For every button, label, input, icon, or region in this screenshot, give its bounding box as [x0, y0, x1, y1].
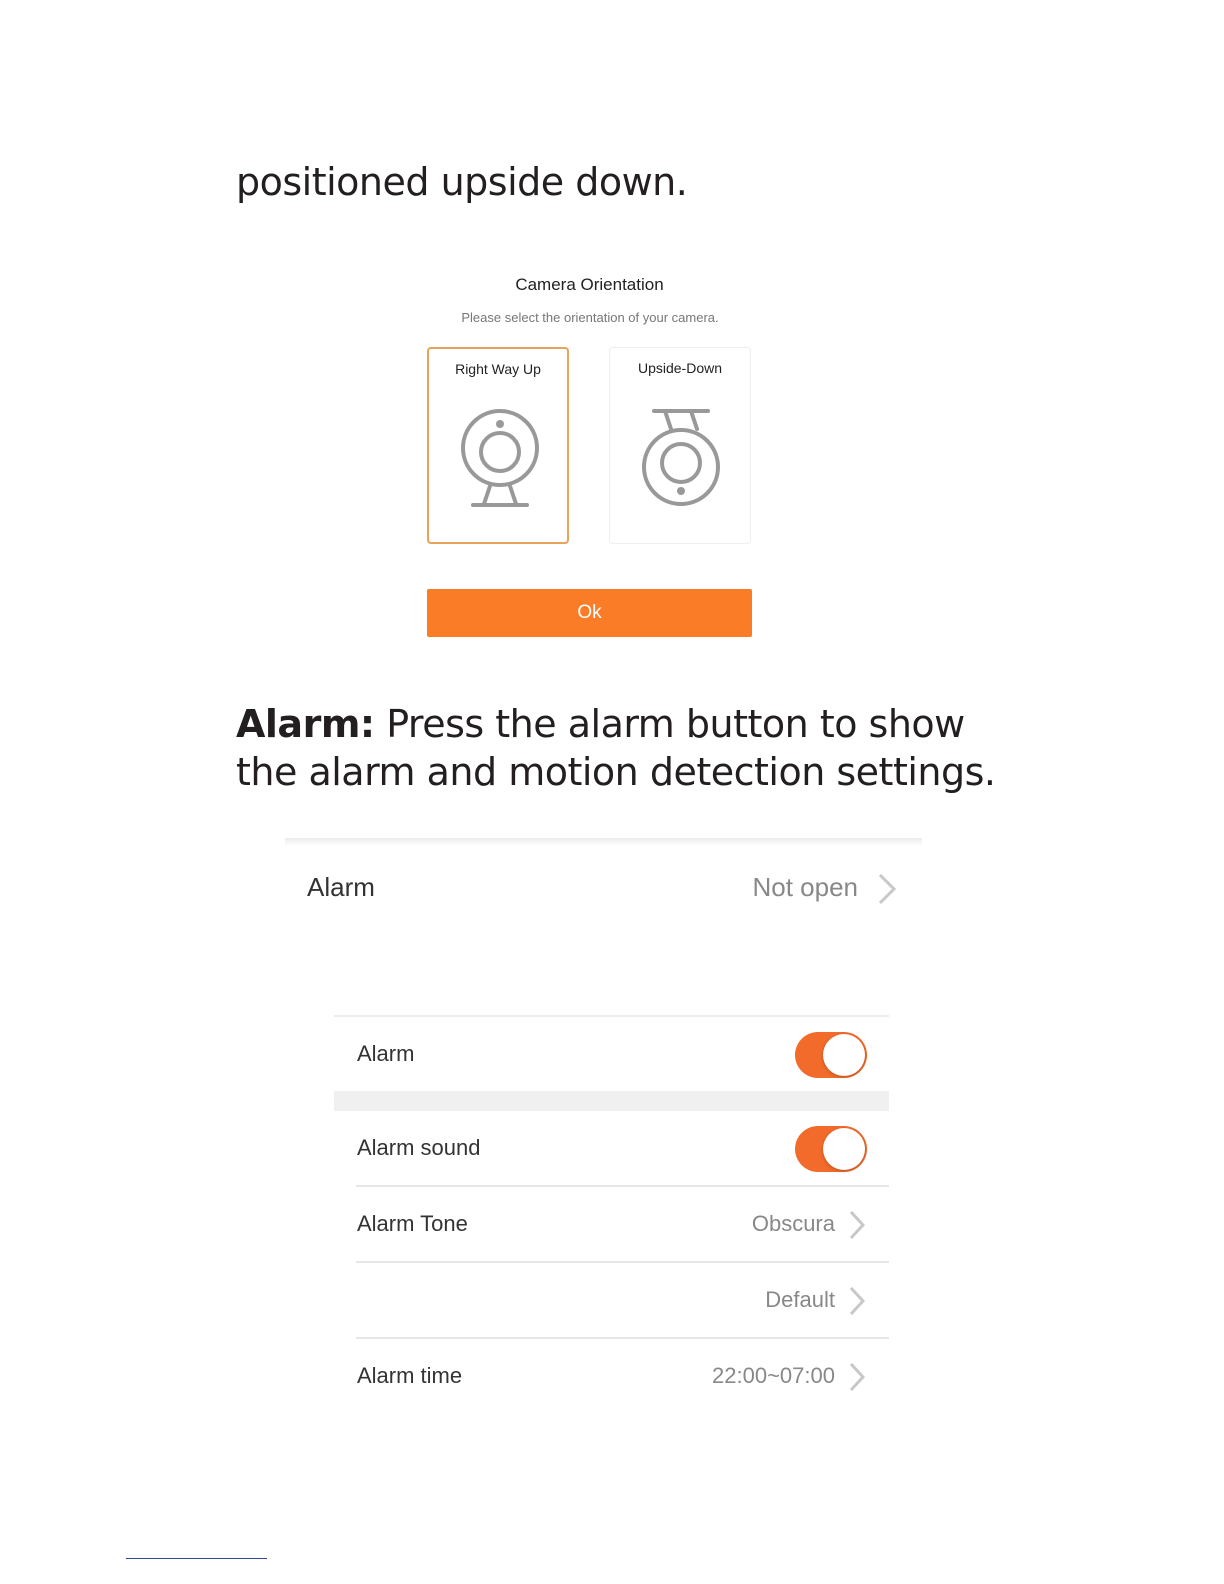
chevron-right-icon — [847, 1285, 867, 1317]
alarm-heading-text: Press the alarm button to show the alarm and motion detection settings. — [236, 702, 996, 794]
camera-upside-down-icon — [640, 403, 722, 513]
row-label: Alarm Tone — [357, 1211, 468, 1236]
toggle-knob — [823, 1128, 865, 1170]
row-value: 22:00~07:00 — [712, 1363, 835, 1388]
row-value: Default — [765, 1287, 835, 1312]
alarm-paragraph — [236, 700, 1036, 796]
dialog-subtitle: Please select the orientation of your camera. — [461, 310, 719, 325]
settings-row-default[interactable] — [334, 1263, 889, 1337]
row-label: Alarm sound — [357, 1135, 481, 1160]
footnote-rule — [126, 1558, 267, 1559]
alarm-sound-toggle[interactable] — [795, 1126, 867, 1172]
orientation-option-label: Upside-Down — [637, 360, 723, 376]
chevron-right-icon — [847, 1209, 867, 1241]
section-gap — [334, 1091, 889, 1111]
settings-row-alarm-tone[interactable] — [334, 1187, 889, 1261]
chevron-right-icon[interactable] — [876, 872, 898, 906]
intro-paragraph: positioned upside down. — [236, 160, 688, 204]
alarm-heading-bold: Alarm: — [236, 702, 375, 746]
orientation-option-label: Right Way Up — [455, 361, 541, 377]
settings-row-alarm — [334, 1017, 889, 1091]
row-label: Alarm — [357, 1041, 415, 1066]
alarm-settings-list — [334, 1015, 889, 1413]
chevron-right-icon — [847, 1361, 867, 1393]
row-label: Alarm time — [357, 1363, 463, 1388]
alarm-entry-label: Alarm — [307, 872, 375, 902]
divider — [285, 838, 922, 846]
camera-upright-icon — [459, 404, 541, 514]
toggle-knob — [823, 1034, 865, 1076]
row-value: Obscura — [751, 1211, 835, 1236]
orientation-option-right-way-up[interactable] — [427, 347, 569, 544]
ok-button[interactable]: Ok — [427, 589, 752, 637]
dialog-title: Camera Orientation — [515, 275, 664, 294]
settings-row-alarm-time[interactable] — [334, 1339, 889, 1413]
alarm-toggle[interactable] — [795, 1032, 867, 1078]
alarm-entry-value[interactable]: Not open — [752, 872, 858, 902]
orientation-option-upside-down[interactable] — [609, 347, 751, 544]
settings-row-alarm-sound — [334, 1111, 889, 1185]
